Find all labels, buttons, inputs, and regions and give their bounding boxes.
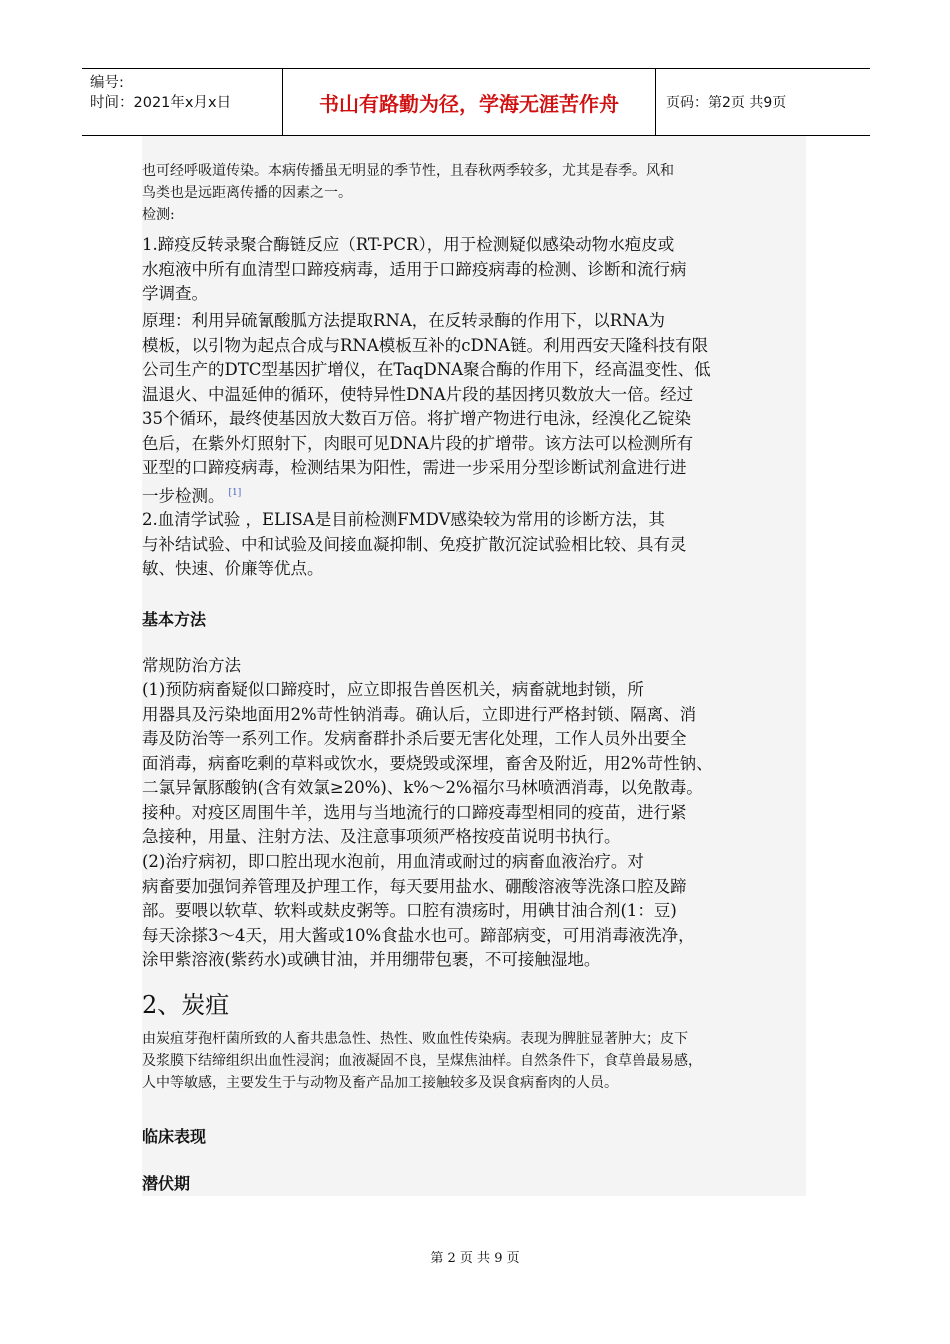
incubation-heading: 潜伏期 — [142, 1174, 191, 1193]
text-line: 学调查。 — [142, 284, 208, 303]
page-header — [82, 68, 870, 136]
text-line: 模板，以引物为起点合成与RNA模板互补的cDNA链。利用西安天隆科技有限 — [142, 335, 709, 355]
text-line: 鸟类也是远距离传播的因素之一。 — [142, 185, 352, 201]
text-line: 亚型的口蹄疫病毒，检测结果为阳性，需进一步采用分型诊断试剂盒进行进 — [142, 458, 687, 477]
principle-paragraph — [142, 309, 806, 509]
anthrax-heading: 2、炭疽 — [142, 991, 230, 1019]
text-line: 温退火、中温延伸的循环，使特异性DNA片段的基因拷贝数放大一倍。经过 — [142, 384, 694, 404]
text-line: 2.血清学试验 ，ELISA是目前检测FMDV感染较为常用的诊断方法，其 — [142, 510, 665, 529]
treatment-paragraph — [142, 850, 806, 973]
header-meta — [82, 69, 282, 135]
reference-mark[interactable]: [1] — [228, 487, 242, 498]
text-line: 毒及防治等一系列工作。发病畜群扑杀后要无害化处理，工作人员外出要全 — [142, 729, 687, 748]
text-line: 原理：利用异硫氰酸胍方法提取RNA，在反转录酶的作用下，以RNA为 — [142, 311, 666, 330]
text-line: 35个循环，最终使基因放大数百万倍。将扩增产物进行电泳，经溴化乙锭染 — [142, 409, 691, 428]
page-info: 页码：第2页 共9页 — [666, 95, 787, 111]
text-line: 及浆膜下结缔组织出血性浸润；血液凝固不良，呈煤焦油样。自然条件下，食草兽最易感， — [142, 1053, 702, 1069]
number-label: 编号: — [90, 75, 124, 91]
time-label: 时间：2021年x月x日 — [90, 95, 232, 111]
clinical-heading: 临床表现 — [142, 1127, 207, 1146]
text-line: 公司生产的DTC型基因扩增仪，在TaqDNA聚合酶的作用下，经高温变性、低 — [142, 360, 711, 379]
text-line: (2)治疗病初，即口腔出现水泡前，用血清或耐过的病畜血液治疗。对 — [142, 852, 644, 871]
anthrax-paragraph — [142, 1028, 806, 1094]
motto: 书山有路勤为径，学海无涯苦作舟 — [282, 69, 656, 135]
page-footer: 第 2 页 共 9 页 — [430, 1251, 520, 1266]
text-line: 由炭疽芽孢杆菌所致的人畜共患急性、热性、败血性传染病。表现为脾脏显著肿大；皮下 — [142, 1031, 688, 1047]
line-text: 一步检测。 — [142, 486, 225, 505]
text-line: 色后，在紫外灯照射下，肉眼可见DNA片段的扩增带。该方法可以检测所有 — [142, 433, 694, 453]
text-line: 与补结试验、中和试验及间接血凝抑制、免疫扩散沉淀试验相比较、具有灵 — [142, 534, 687, 554]
basic-methods-heading: 基本方法 — [142, 610, 207, 629]
prevention-paragraph — [142, 678, 806, 850]
text-line: 1.蹄疫反转录聚合酶链反应（RT-PCR），用于检测疑似感染动物水疱皮或 — [142, 235, 675, 254]
text-line — [142, 481, 806, 509]
text-line: 每天涂搽3～4天，用大酱或10%食盐水也可。蹄部病变，可用消毒液洗净， — [142, 925, 695, 945]
text-line: 病畜要加强饲养管理及护理工作，每天要用盐水、硼酸溶液等洗涤口腔及蹄 — [142, 876, 687, 896]
serology-paragraph — [142, 508, 806, 582]
text-line: 面消毒，病畜吃剩的草料或饮水，要烧毁或深埋，畜舍及附近，用2%苛性钠、 — [142, 753, 713, 773]
text-line: 人中等敏感，主要发生于与动物及畜产品加工接触较多及误食病畜肉的人员。 — [142, 1075, 618, 1091]
detect-label: 检测: — [142, 207, 175, 223]
text-line: 用器具及污染地面用2%苛性钠消毒。确认后，立即进行严格封锁、隔离、消 — [142, 704, 697, 724]
text-line: 水疱液中所有血清型口蹄疫病毒，适用于口蹄疫病毒的检测、诊断和流行病 — [142, 259, 687, 279]
text-line: 敏、快速、价廉等优点。 — [142, 559, 324, 578]
text-line: 接种。对疫区周围牛羊，选用与当地流行的口蹄疫毒型相同的疫苗，进行紧 — [142, 802, 687, 822]
intro-paragraph — [142, 160, 806, 226]
text-line: 也可经呼吸道传染。本病传播虽无明显的季节性，且春秋两季较多，尤其是春季。风和 — [142, 163, 674, 179]
text-line: 涂甲紫溶液(紫药水)或碘甘油，并用绷带包裹，不可接触湿地。 — [142, 950, 601, 969]
rt-pcr-paragraph — [142, 233, 806, 307]
text-line: 二氯异氰豚酸钠(含有效氯≥20%)、k%～2%福尔马林喷洒消毒，以免散毒。 — [142, 778, 703, 797]
text-line: 部。要喂以软草、软料或麸皮粥等。口腔有溃疡时，用碘甘油合剂(1：豆) — [142, 901, 677, 920]
text-line: 急接种，用量、注射方法、及注意事项须严格按疫苗说明书执行。 — [142, 827, 621, 846]
text-line: (1)预防病畜疑似口蹄疫时，应立即报告兽医机关，病畜就地封锁，所 — [142, 680, 644, 699]
routine-label: 常规防治方法 — [142, 656, 241, 675]
